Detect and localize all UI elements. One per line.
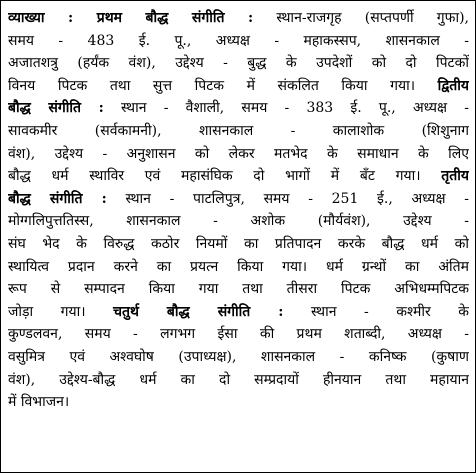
text-line bbox=[8, 301, 469, 324]
text-run: समय - 483 ई. पू., अध्यक्ष - महाकस्सप, शासनकाल - bbox=[8, 32, 469, 49]
text-run: सावकमीर (सर्वकामनी), शासनकाल - कालाशोक (शिशुनाग bbox=[8, 122, 469, 139]
text-line bbox=[8, 52, 469, 75]
text-run: स्थान - वैशाली, समय - 383 ई. पू., अध्यक्ष - bbox=[103, 100, 469, 117]
text-run: वसुमित्र एवं अश्वघोष (उपाध्यक्ष), शासनकाल - कनिष्क (कुषाण bbox=[8, 348, 469, 365]
text-line bbox=[8, 323, 469, 346]
text-run: जोड़ा गया। bbox=[8, 303, 114, 320]
text-run: स्थान - कश्मीर के bbox=[283, 303, 469, 320]
text-line bbox=[8, 256, 469, 279]
text-run: वंश), उद्देश्य - अनुशासन को लेकर मतभेद के समाधान के लिए bbox=[8, 145, 469, 162]
text-line bbox=[8, 391, 469, 414]
text-run: विनय पिटक तथा सुत्त पिटक में संकलित किया गया। bbox=[8, 77, 438, 94]
text-line bbox=[8, 30, 469, 53]
explanation-heading-first-council: व्याख्या : प्रथम बौद्ध संगीति : bbox=[8, 10, 254, 26]
text-line bbox=[8, 278, 469, 301]
heading-second-council-cont: बौद्ध संगीति : bbox=[8, 100, 104, 117]
text-line bbox=[8, 233, 469, 256]
text-line bbox=[8, 120, 469, 143]
text-line bbox=[8, 346, 469, 369]
text-line bbox=[8, 7, 469, 30]
heading-third-council-cont: बौद्ध संगीति : bbox=[8, 190, 107, 207]
text-line bbox=[8, 210, 469, 233]
text-run: अजातशत्रु (हर्यंक वंश), उद्देश्य - बुद्ध के उपदेशों को दो पिटकों bbox=[8, 55, 469, 72]
text-run: में विभाजन। bbox=[8, 394, 70, 411]
text-line bbox=[8, 369, 469, 392]
text-run: स्थान-राजगृह (सप्तपर्णी गुफा), bbox=[253, 10, 469, 26]
text-line bbox=[8, 188, 469, 211]
text-run: स्थायित्व प्रदान करने का प्रयत्न किया गया। धर्म ग्रन्थों का अंतिम bbox=[8, 258, 469, 275]
text-run: स्थान - पाटलिपुत्र, समय - 251 ई., अध्यक्ष - bbox=[106, 190, 469, 207]
heading-fourth-council: चतुर्थ बौद्ध संगीति : bbox=[113, 303, 284, 320]
text-run: रूप से सम्पादन किया गया तथा तीसरा पिटक अभिधम्मपिटक bbox=[8, 281, 469, 298]
text-line bbox=[8, 165, 469, 188]
text-run: वंश), उद्देश्य-बौद्ध धर्म का दो सम्प्रदायों हीनयान तथा महायान bbox=[8, 371, 469, 388]
text-line bbox=[8, 143, 469, 166]
text-run: बौद्ध धर्म स्थाविर एवं महासंघिक दो भागों में बँट गया। bbox=[8, 168, 442, 185]
text-run: मोग्गलिपुत्ततिस्स, शासनकाल - अशोक (मौर्यवंश), उद्देश्य - bbox=[8, 213, 469, 230]
text-line bbox=[8, 75, 469, 98]
text-run: संघ भेद के विरुद्ध कठोर नियमों का प्रतिपादन करके बौद्ध धर्म को bbox=[8, 235, 469, 252]
text-line bbox=[8, 97, 469, 120]
heading-third-council: तृतीय bbox=[441, 168, 469, 185]
text-run: कुण्डलवन, समय - लगभग ईसा की प्रथम शताब्दी, अध्यक्ष - bbox=[8, 326, 469, 343]
heading-second-council: द्वितीय bbox=[437, 77, 469, 94]
